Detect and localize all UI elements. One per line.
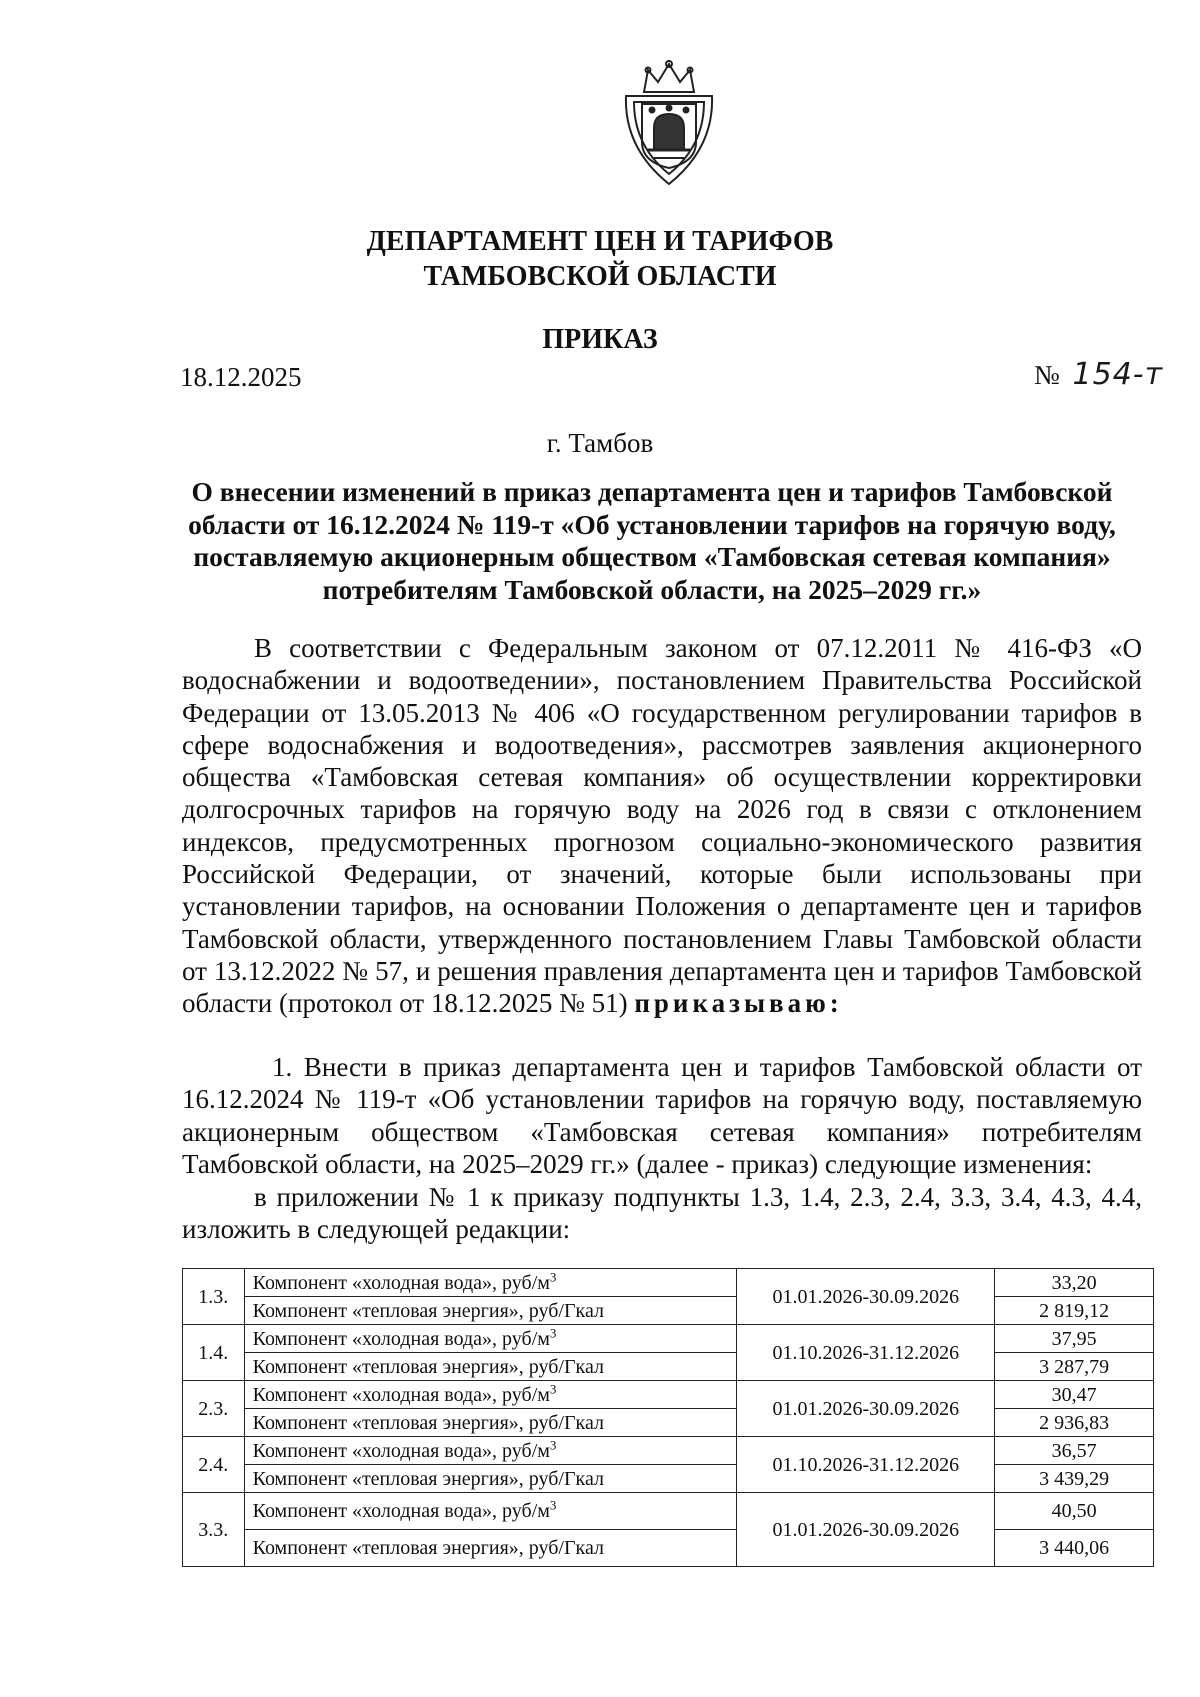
cubic-superscript: 3 <box>549 1497 557 1513</box>
document-title: О внесении изменений в приказ департамента цен и тарифов Тамбовской области от 16.12.2024 № 119-т «Об установлении тарифов на горячую воду, поставляемую акционерным обществом «Тамбовская сетевая компания» потребителям Тамбовской области, на 2025–2029 гг.» <box>188 476 1116 605</box>
table-row <box>183 1465 1154 1493</box>
period-cell: 01.01.2026-30.09.2026 <box>737 1493 995 1567</box>
heat-energy-label: Компонент «тепловая энергия», руб/Гкал <box>244 1409 737 1437</box>
table-row <box>183 1409 1154 1437</box>
document-number <box>1034 358 1163 392</box>
cold-water-label: Компонент «холодная вода», руб/$м^3$ <box>244 1325 737 1353</box>
department-name-line1: ДЕПАРТАМЕНТ ЦЕН И ТАРИФОВ <box>366 226 834 257</box>
cold-water-label: Компонент «холодная вода», руб/$м^3$ <box>244 1493 737 1530</box>
clause-1-paragraph: 1. Внести в приказ департамента цен и тарифов Тамбовской области от 16.12.2024 № 119-т «Об установлении тарифов на горячую воду, поставляемую акционерным обществом «Тамбовская сетевая компания» потребителям Тамбовской области, на 2025–2029 гг.» (далее - приказ) следующие изменения: <box>182 1052 1142 1179</box>
document-type: ПРИКАЗ <box>542 324 658 355</box>
cubic-superscript: 3 <box>549 1268 557 1284</box>
cold-water-value: 33,20 <box>995 1269 1154 1297</box>
row-code: 1.4. <box>183 1325 245 1381</box>
table-row <box>183 1297 1154 1325</box>
row-code: 2.3. <box>183 1381 245 1437</box>
cubic-superscript: 3 <box>549 1380 557 1396</box>
cubic-superscript: 3 <box>549 1324 557 1340</box>
table-row <box>183 1530 1154 1567</box>
heat-energy-value: 3 440,06 <box>995 1530 1154 1567</box>
cubic-superscript: 3 <box>549 1436 557 1452</box>
row-code: 1.3. <box>183 1269 245 1325</box>
document-city: г. Тамбов <box>546 428 654 458</box>
row-code: 2.4. <box>183 1437 245 1493</box>
table-row <box>183 1493 1154 1530</box>
clause-1-detail-paragraph: в приложении № 1 к приказу подпункты 1.3, 1.4, 2.3, 2.4, 3.3, 3.4, 4.3, 4.4, изложить в следующей редакции: <box>182 1182 1142 1245</box>
cold-water-value: 40,50 <box>995 1493 1154 1530</box>
department-name-line2: ТАМБОВСКОЙ ОБЛАСТИ <box>423 261 777 292</box>
preamble-paragraph <box>182 632 1142 1020</box>
period-cell: 01.01.2026-30.09.2026 <box>737 1381 995 1437</box>
heat-energy-label: Компонент «тепловая энергия», руб/Гкал <box>244 1530 737 1567</box>
table-row <box>183 1269 1154 1297</box>
table-row <box>183 1325 1154 1353</box>
table-row <box>183 1381 1154 1409</box>
row-code: 3.3. <box>183 1493 245 1567</box>
heat-energy-label: Компонент «тепловая энергия», руб/Гкал <box>244 1297 737 1325</box>
heat-energy-value: 3 439,29 <box>995 1465 1154 1493</box>
tariff-table-body <box>183 1269 1154 1567</box>
cold-water-label: Компонент «холодная вода», руб/$м^3$ <box>244 1437 737 1465</box>
tariff-table <box>182 1268 1154 1567</box>
period-cell: 01.10.2026-31.12.2026 <box>737 1437 995 1493</box>
period-cell: 01.10.2026-31.12.2026 <box>737 1325 995 1381</box>
table-row <box>183 1353 1154 1381</box>
handwritten-number: 154-т <box>1072 357 1164 392</box>
cold-water-label: Компонент «холодная вода», руб/$м^3$ <box>244 1269 737 1297</box>
heat-energy-label: Компонент «тепловая энергия», руб/Гкал <box>244 1465 737 1493</box>
cold-water-value: 37,95 <box>995 1325 1154 1353</box>
period-cell: 01.01.2026-30.09.2026 <box>737 1269 995 1325</box>
heat-energy-value: 2 819,12 <box>995 1297 1154 1325</box>
heat-energy-value: 2 936,83 <box>995 1409 1154 1437</box>
cold-water-value: 30,47 <box>995 1381 1154 1409</box>
cold-water-value: 36,57 <box>995 1437 1154 1465</box>
number-sign: № <box>1034 360 1060 390</box>
order-word: приказываю: <box>634 988 843 1019</box>
heat-energy-value: 3 287,79 <box>995 1353 1154 1381</box>
document-date: 18.12.2025 <box>180 362 302 392</box>
heat-energy-label: Компонент «тепловая энергия», руб/Гкал <box>244 1353 737 1381</box>
coat-of-arms-emblem <box>614 58 724 188</box>
table-row <box>183 1437 1154 1465</box>
cold-water-label: Компонент «холодная вода», руб/$м^3$ <box>244 1381 737 1409</box>
preamble-text: В соответствии с Федеральным законом от 07.12.2011 № 416-ФЗ «О водоснабжении и водоотведении», постановлением Правительства Российской Федерации от 13.05.2013 № 406 «О государственном регулировании тарифов в сфере водоснабжения и водоотведения», рассмотрев заявления акционерного общества «Тамбовская сетевая компания» об осуществлении корректировки долгосрочных тарифов на горячую воду на 2026 год в связи с отклонением индексов, предусмотренных прогнозом социально-экономического развития Российской Федерации, от значений, которые были использованы при установлении тарифов, на основании Положения о департаменте цен и тарифов Тамбовской области, утвержденного постановлением Главы Тамбовской области от 13.12.2022 № 57, и решения правления департамента цен и тарифов Тамбовской области (протокол от 18.12.2025 № 51) <box>182 633 1142 1019</box>
